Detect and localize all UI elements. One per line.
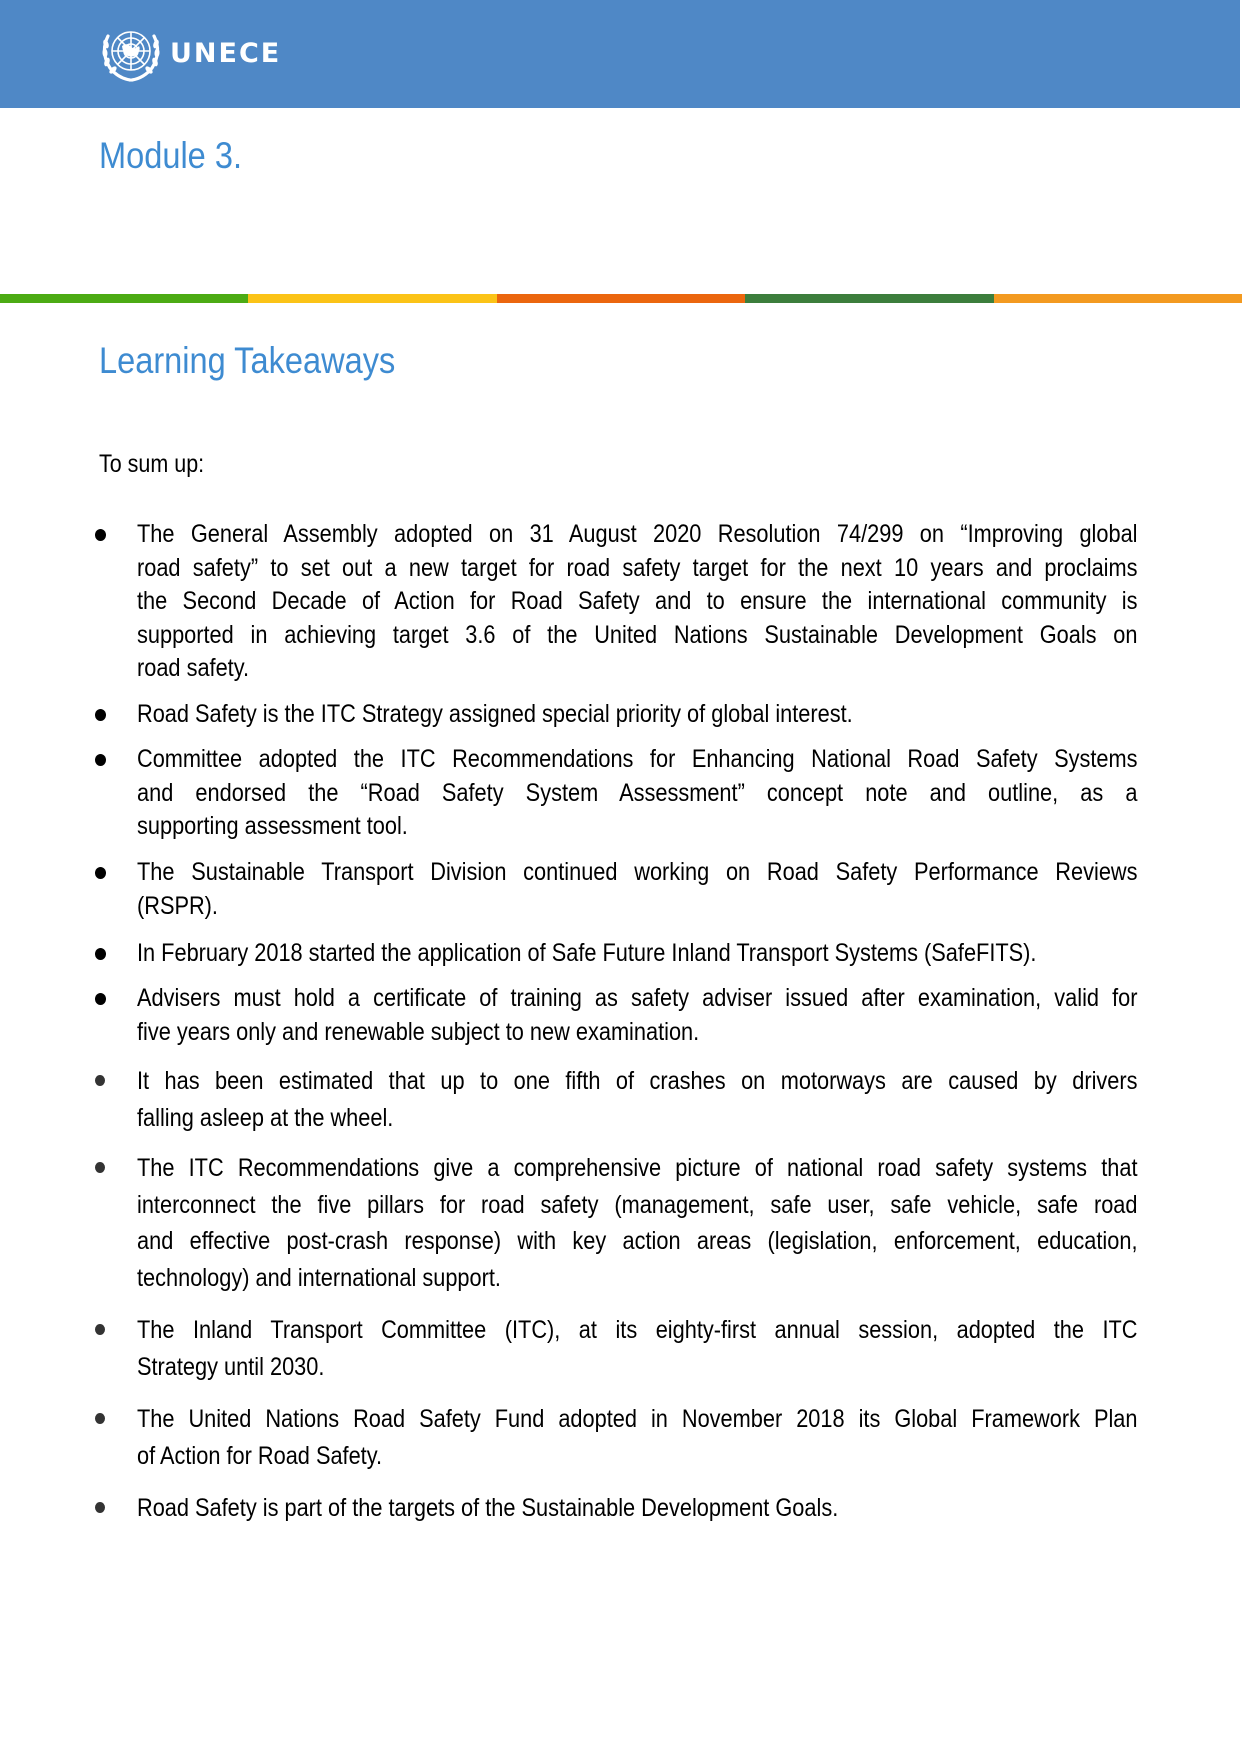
bullet-icon [95, 1413, 105, 1424]
list-item-text: It has been estimated that up to one fifth of crashes on motorways are caused by drivers falling asleep at the wheel. [137, 1067, 1138, 1132]
bullet-icon [95, 529, 106, 541]
bullet-icon [95, 754, 106, 766]
stripe-segment-orange [497, 294, 745, 303]
list-item-text: The General Assembly adopted on 31 August 2020 Resolution 74/299 on “Improving global road safety” to set out a new target for road safety target for the next 10 years and proclaims the Second Decade of Action for Road Safety and to ensure the international community is supported in achieving target 3.6 of the United Nations Sustainable Development Goals on road safety. [137, 520, 1138, 682]
intro-text: To sum up: [99, 450, 205, 478]
bullet-icon [95, 867, 106, 879]
color-stripe-divider [0, 294, 1242, 303]
list-item-text: Advisers must hold a certificate of training as safety adviser issued after examination, valid for five years only and renewable subject to new examination. [137, 984, 1138, 1046]
bullet-icon [95, 1502, 105, 1513]
bullet-icon [95, 1075, 105, 1086]
stripe-segment-amber [994, 294, 1242, 303]
list-item-text: Road Safety is the ITC Strategy assigned special priority of global interest. [137, 700, 853, 728]
module-title: Module 3. [99, 135, 242, 176]
list-item-text: Road Safety is part of the targets of the Sustainable Development Goals. [137, 1494, 839, 1522]
list-item-text: The ITC Recommendations give a comprehensive picture of national road safety systems that interconnect the five pillars for road safety (management, safe user, safe vehicle, safe road and effective post-crash response) with key action areas (legislation, enforcement, education, technology) and international support. [137, 1154, 1138, 1292]
unece-logo [98, 22, 281, 84]
stripe-segment-green [0, 294, 248, 303]
header-band [0, 0, 1240, 108]
list-item-text: The United Nations Road Safety Fund adopted in November 2018 its Global Framework Plan of Action for Road Safety. [137, 1405, 1138, 1470]
bullet-icon [95, 1162, 105, 1173]
list-item-text: In February 2018 started the application of Safe Future Inland Transport Systems (SafeFITS). [137, 939, 1037, 967]
bullet-icon [95, 948, 106, 960]
organization-name: UNECE [170, 37, 282, 69]
bullet-icon [95, 993, 106, 1005]
list-item-text: The Inland Transport Committee (ITC), at its eighty-first annual session, adopted the ITC Strategy until 2030. [137, 1316, 1138, 1381]
section-title: Learning Takeaways [99, 340, 396, 381]
stripe-segment-yellow [248, 294, 496, 303]
bullet-icon [95, 1324, 105, 1335]
bullet-icon [95, 709, 106, 721]
list-item-text: The Sustainable Transport Division continued working on Road Safety Performance Reviews (RSPR). [137, 858, 1138, 920]
list-item-text: Committee adopted the ITC Recommendations for Enhancing National Road Safety Systems and endorsed the “Road Safety System Assessment” concept note and outline, as a supporting assessment tool. [137, 745, 1138, 840]
stripe-segment-dark-green [745, 294, 993, 303]
un-emblem-icon [98, 22, 164, 84]
